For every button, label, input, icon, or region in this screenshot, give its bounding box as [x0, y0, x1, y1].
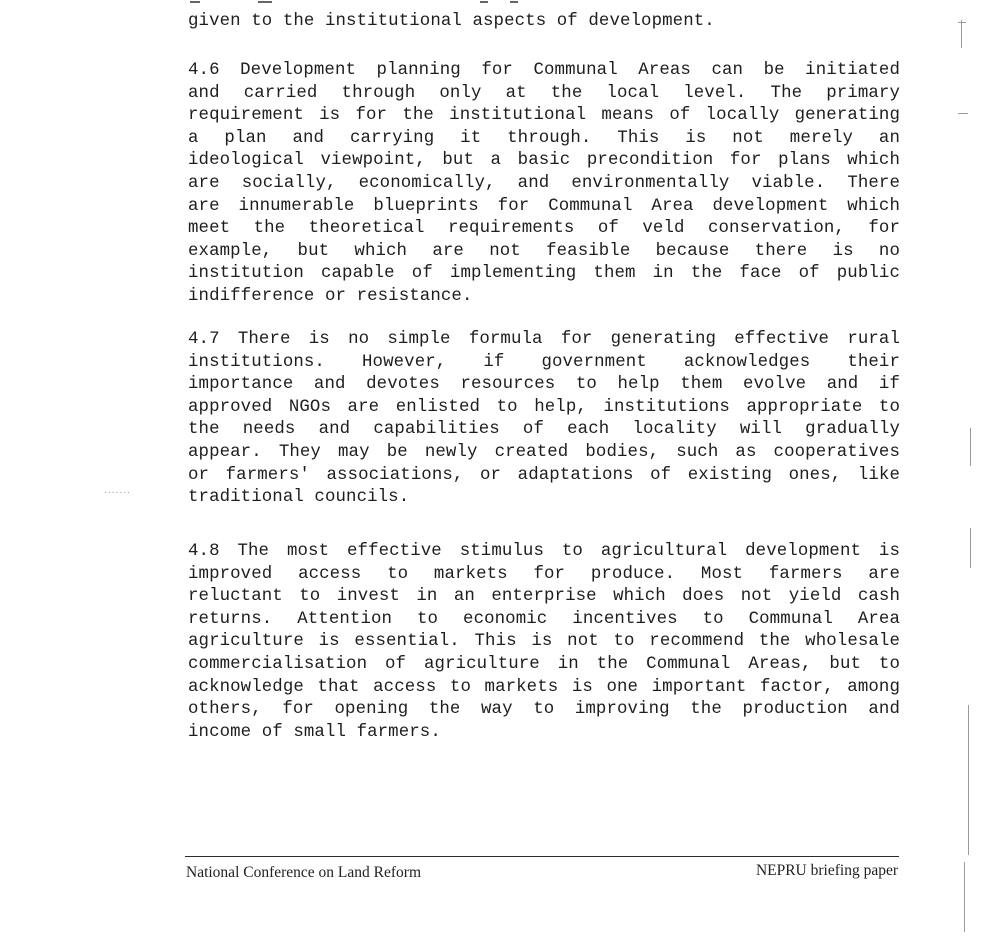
- scan-artifact-right: [958, 22, 966, 23]
- paragraph-line: institution capable of implementing them in the face of public: [188, 264, 900, 284]
- paragraph-4-6: [188, 60, 900, 309]
- paragraph-line: or farmers' associations, or adaptations of existing ones, like: [188, 465, 900, 485]
- paragraph-4-7: [188, 329, 900, 510]
- paragraph-line: appear. They may be newly created bodies, such as cooperatives: [188, 442, 900, 462]
- paragraph-line: returns. Attention to economic incentives to Communal Area: [188, 609, 900, 629]
- paragraph-line: institutions. However, if government acknowledges their: [188, 352, 900, 372]
- scan-artifact-top: [190, 0, 710, 6]
- scan-artifact-right: [958, 113, 968, 114]
- paragraph-line: a plan and carrying it through. This is not merely an: [188, 128, 900, 148]
- paragraph-line: approved NGOs are enlisted to help, institutions appropriate to: [188, 397, 900, 417]
- paragraph-line: 4.6 Development planning for Communal Areas can be initiated: [188, 61, 900, 80]
- scan-artifact-right: [970, 428, 971, 466]
- paragraph-line: agriculture is essential. This is not to recommend the wholesale: [188, 632, 900, 652]
- paragraph-line: the needs and capabilities of each locality will gradually: [188, 420, 900, 440]
- paragraph-line: 4.7 There is no simple formula for generating effective rural: [188, 330, 900, 349]
- paragraph-line: meet the theoretical requirements of veld conservation, for: [188, 219, 900, 239]
- paragraph-line: importance and devotes resources to help them evolve and if: [188, 375, 900, 395]
- paragraph-line: 4.8 The most effective stimulus to agricultural development is: [188, 542, 900, 561]
- paragraph-line: improved access to markets for produce. Most farmers are: [188, 564, 900, 584]
- paragraph-line: others, for opening the way to improving the production and: [188, 700, 900, 720]
- paragraph-line: traditional councils.: [188, 488, 410, 508]
- paragraph-line: reluctant to invest in an enterprise which does not yield cash: [188, 587, 900, 607]
- paragraph-line: acknowledge that access to markets is one important factor, among: [188, 677, 900, 697]
- scan-artifact-right: [961, 20, 962, 48]
- paragraph-line: example, but which are not feasible because there is no: [188, 241, 900, 261]
- paragraph-line: indifference or resistance.: [188, 286, 473, 306]
- intro-text: [188, 11, 900, 34]
- paragraph-line: income of small farmers.: [188, 722, 441, 742]
- scan-artifact-right: [964, 862, 965, 932]
- footer-conference-title: National Conference on Land Reform: [186, 864, 421, 881]
- footer-divider: [185, 856, 899, 857]
- paragraph-line: ideological viewpoint, but a basic precondition for plans which: [188, 151, 900, 171]
- paragraph-line: requirement is for the institutional means of locally generating: [188, 106, 900, 126]
- footer-document-type: NEPRU briefing paper: [755, 862, 898, 879]
- intro-line: given to the institutional aspects of development.: [188, 12, 715, 31]
- scan-artifact-right: [968, 705, 969, 855]
- paragraph-line: are innumerable blueprints for Communal Area development which: [188, 196, 900, 216]
- scan-artifact-right: [970, 528, 971, 568]
- paragraph-4-8: [188, 541, 900, 744]
- paragraph-line: are socially, economically, and environmentally viable. There: [188, 173, 900, 193]
- paragraph-line: commercialisation of agriculture in the Communal Areas, but to: [188, 654, 900, 674]
- scan-artifact-left: .......: [104, 486, 132, 496]
- paragraph-line: and carried through only at the local level. The primary: [188, 83, 900, 103]
